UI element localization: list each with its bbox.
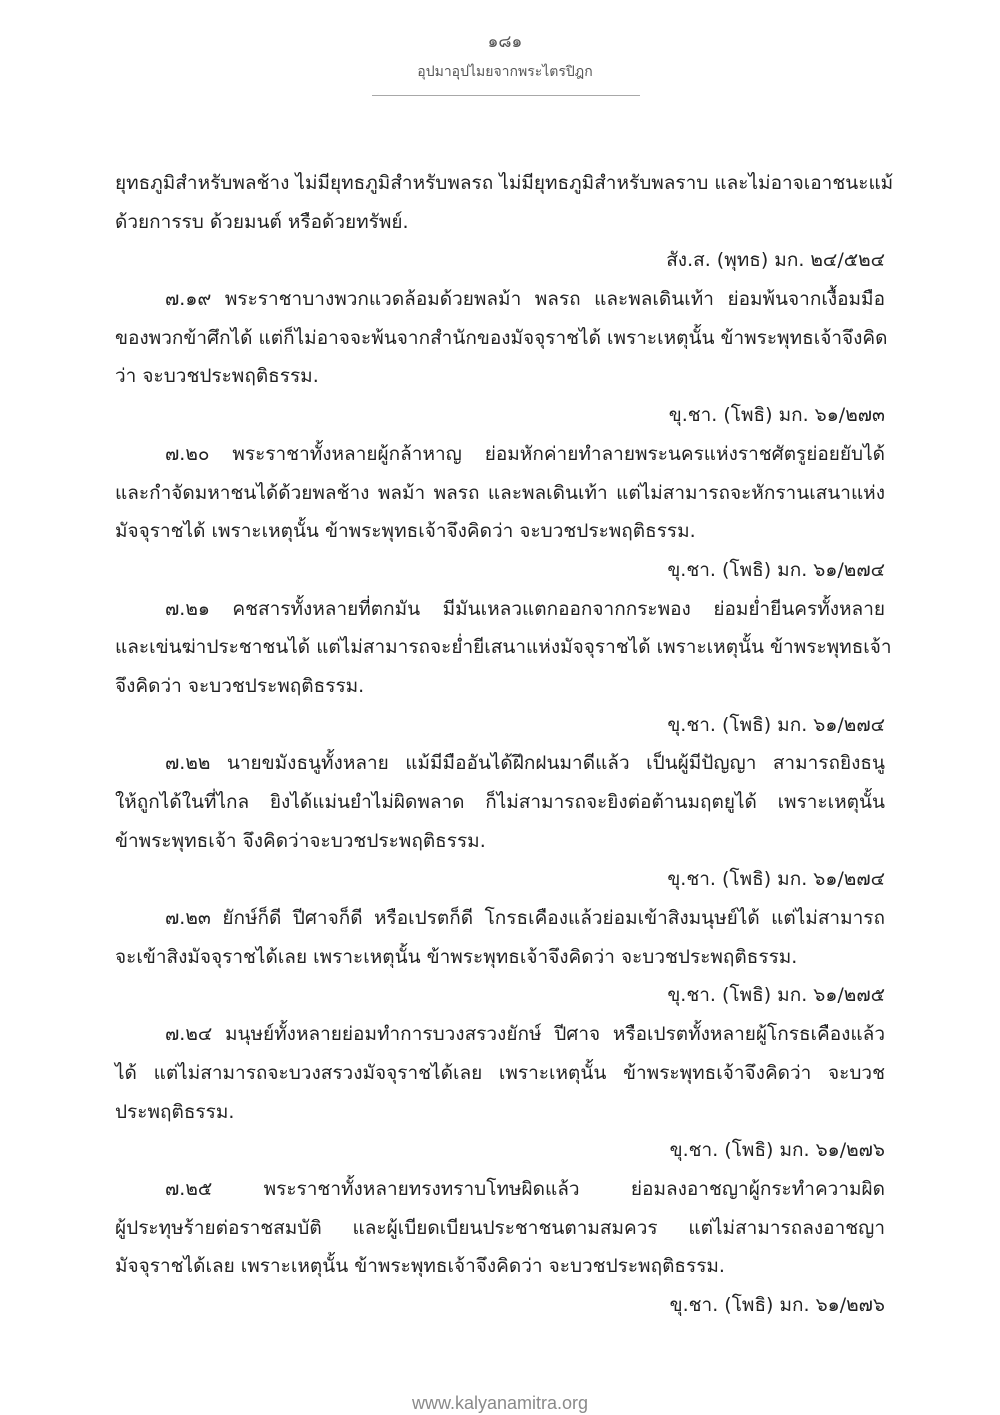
entry-number: ๗.๑๙: [165, 288, 212, 311]
paragraph-line: จึงคิดว่า จะบวชประพฤติธรรม.: [115, 674, 365, 697]
intro-paragraph: [115, 164, 894, 280]
paragraph-first-line: [115, 1170, 885, 1209]
paragraph-line-text: พระราชาทั้งหลายทรงทราบโทษผิดแล้ว ย่อมลงอาชญาผู้กระทำความผิด: [263, 1177, 886, 1200]
reference-citation: ขุ.ชา. (โพธิ) มก. ๖๑/๒๗๕: [667, 984, 885, 1007]
header-rule: [372, 95, 640, 96]
paragraph-line-text: พระราชาบางพวกแวดล้อมด้วยพลม้า พลรถ และพลเดินเท้า ย่อมพ้นจากเงื้อมมือ: [224, 288, 885, 311]
footer-website: www.kalyanamitra.org: [411, 1393, 589, 1413]
paragraph-line: ยุทธภูมิสำหรับพลช้าง ไม่มียุทธภูมิสำหรับพลรถ ไม่มียุทธภูมิสำหรับพลราบ และไม่อาจเอาชนะแม้: [115, 172, 894, 194]
paragraph-line: ข้าพระพุทธเจ้า จึงคิดว่าจะบวชประพฤติธรรม.: [115, 829, 486, 852]
reference-citation: ขุ.ชา. (โพธิ) มก. ๖๑/๒๗๔: [667, 558, 885, 581]
paragraph-line: มัจจุราชได้ เพราะเหตุนั้น ข้าพระพุทธเจ้าจึงคิดว่า จะบวชประพฤติธรรม.: [115, 520, 696, 543]
paragraph-first-line: [115, 280, 885, 319]
paragraph-first-line: [115, 435, 885, 474]
paragraph-line: ได้ แต่ไม่สามารถจะบวงสรวงมัจจุราชได้เลย เพราะเหตุนั้น ข้าพระพุทธเจ้าจึงคิดว่า จะบวช: [115, 1061, 885, 1084]
entry-number: ๗.๒๕: [165, 1177, 213, 1200]
paragraph-first-line: [115, 744, 885, 783]
paragraph-first-line: [115, 1015, 885, 1054]
paragraph-line-text: พระราชาทั้งหลายผู้กล้าหาญ ย่อมหักค่ายทำลายพระนครแห่งราชศัตรูย่อยยับได้: [232, 442, 885, 465]
paragraph-line-text: นายขมังธนูทั้งหลาย แม้มีมืออันได้ฝึกฝนมาดีแล้ว เป็นผู้มีปัญญา สามารถยิงธนู: [226, 752, 885, 775]
paragraph-line: ให้ถูกได้ในที่ไกล ยิงได้แม่นยำไม่ผิดพลาด ก็ไม่สามารถจะยิงต่อต้านมฤตยูได้ เพราะเหตุนั้น: [115, 791, 885, 813]
entry-number: ๗.๒๑: [165, 597, 210, 620]
entry-7-20: [115, 435, 885, 590]
page-number: ๑๘๑: [487, 32, 523, 52]
reference-citation: สัง.ส. (พุทธ) มก. ๒๔/๕๒๔: [666, 249, 885, 272]
entry-7-23: [115, 899, 885, 1015]
paragraph-line: ประพฤติธรรม.: [115, 1100, 235, 1123]
paragraph-line: ของพวกข้าศึกได้ แต่ก็ไม่อาจจะพ้นจากสำนักของมัจจุราชได้ เพราะเหตุนั้น ข้าพระพุทธเจ้าจึงคิด: [115, 326, 888, 349]
paragraph-line-text: ยักษ์ก็ดี ปีศาจก็ดี หรือเปรตก็ดี โกรธเคืองแล้วย่อมเข้าสิงมนุษย์ได้ แต่ไม่สามารถ: [222, 907, 885, 930]
entry-number: ๗.๒๔: [165, 1023, 213, 1046]
entry-number: ๗.๒๓: [165, 907, 211, 930]
entry-7-24: [115, 1015, 885, 1170]
paragraph-line-text: มนุษย์ทั้งหลายย่อมทำการบวงสรวงยักษ์ ปีศาจ หรือเปรตทั้งหลายผู้โกรธเคืองแล้ว: [224, 1023, 885, 1046]
paragraph-first-line: [115, 899, 885, 938]
entry-7-19: [115, 280, 888, 435]
reference-citation: ขุ.ชา. (โพธิ) มก. ๖๑/๒๗๖: [669, 1293, 885, 1316]
entry-7-22: [115, 744, 885, 899]
paragraph-line: ผู้ประทุษร้ายต่อราชสมบัติ และผู้เบียดเบียนประชาชนตามสมควร แต่ไม่สามารถลงอาชญา: [115, 1216, 885, 1239]
paragraph-line: จะเข้าสิงมัจจุราชได้เลย เพราะเหตุนั้น ข้าพระพุทธเจ้าจึงคิดว่า จะบวชประพฤติธรรม.: [115, 945, 798, 968]
reference-citation: ขุ.ชา. (โพธิ) มก. ๖๑/๒๗๓: [668, 404, 885, 427]
paragraph-line: ด้วยการรบ ด้วยมนต์ หรือด้วยทรัพย์.: [115, 210, 409, 233]
paragraph-line: มัจจุราชได้เลย เพราะเหตุนั้น ข้าพระพุทธเจ้าจึงคิดว่า จะบวชประพฤติธรรม.: [115, 1255, 725, 1278]
paragraph-first-line: [115, 590, 885, 629]
reference-citation: ขุ.ชา. (โพธิ) มก. ๖๑/๒๗๖: [669, 1139, 885, 1162]
entry-number: ๗.๒๒: [165, 752, 211, 775]
paragraph-line-text: คชสารทั้งหลายที่ตกมัน มีมันเหลวแตกออกจากกระพอง ย่อมย่ำยีนครทั้งหลาย: [232, 597, 885, 620]
book-title: อุปมาอุปไมยจากพระไตรปิฎก: [417, 64, 593, 80]
reference-citation: ขุ.ชา. (โพธิ) มก. ๖๑/๒๗๔: [667, 868, 885, 891]
entry-7-25: [115, 1170, 885, 1325]
paragraph-line: และกำจัดมหาชนได้ด้วยพลช้าง พลม้า พลรถ และพลเดินเท้า แต่ไม่สามารถจะหักรานเสนาแห่ง: [115, 481, 885, 504]
entry-7-21: [115, 590, 892, 745]
paragraph-line: ว่า จะบวชประพฤติธรรม.: [115, 365, 319, 388]
reference-citation: ขุ.ชา. (โพธิ) มก. ๖๑/๒๗๔: [667, 713, 885, 736]
paragraph-line: และเข่นฆ่าประชาชนได้ แต่ไม่สามารถจะย่ำยีเสนาแห่งมัจจุราชได้ เพราะเหตุนั้น ข้าพระพุทธเจ้า: [115, 636, 892, 659]
body-text: [115, 164, 894, 1325]
entry-number: ๗.๒๐: [165, 442, 210, 465]
